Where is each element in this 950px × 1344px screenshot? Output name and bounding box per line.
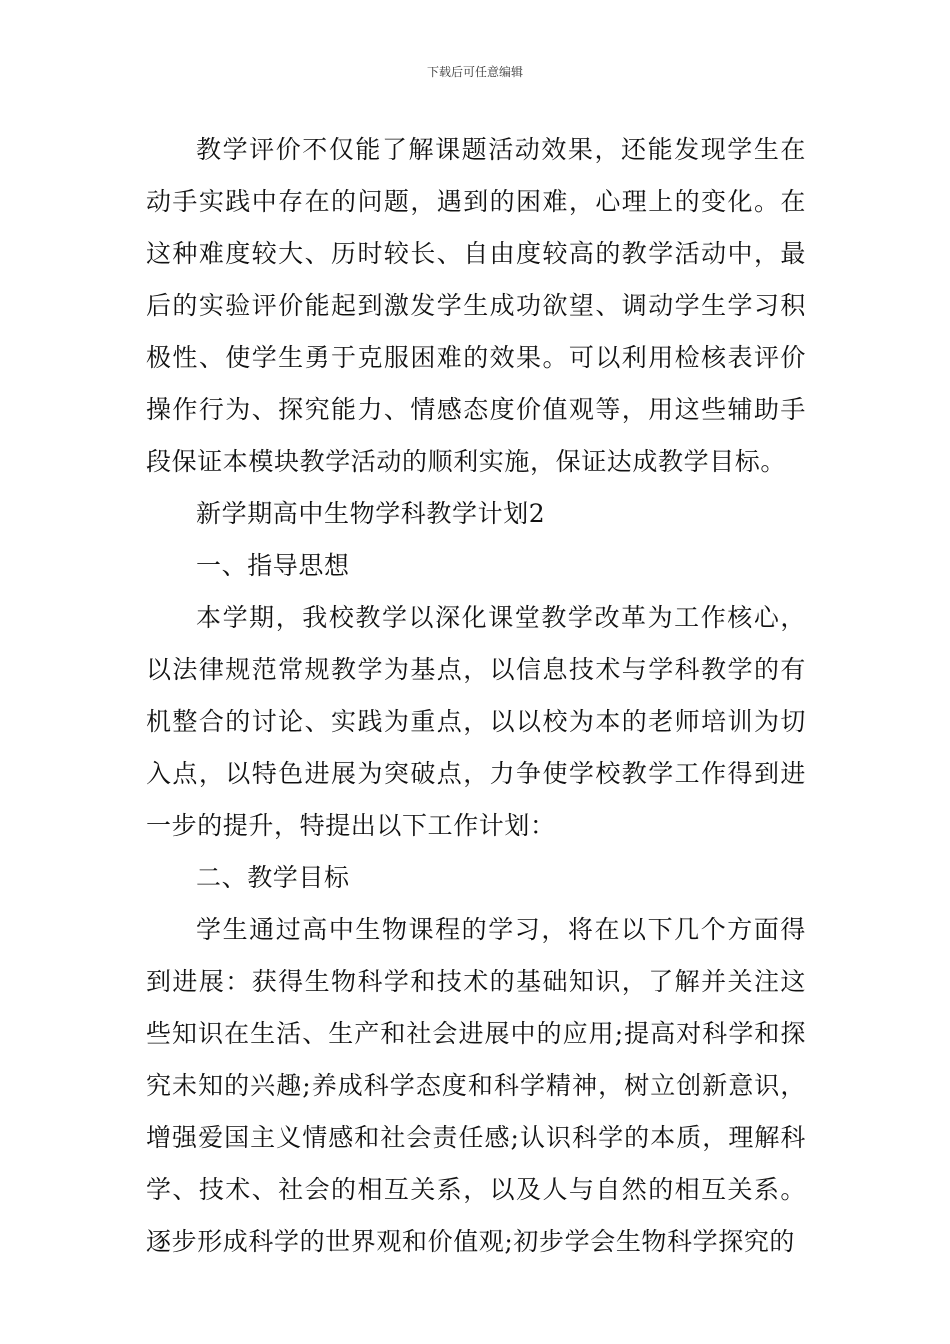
- document-body: [146, 124, 806, 1268]
- paragraph-teaching-goals: 学生通过高中生物课程的学习，将在以下几个方面得到进展：获得生物科学和技术的基础知识，了解并关注这些知识在生活、生产和社会进展中的应用;提高对科学和探究未知的兴趣;养成科学态度和科学精神，树立创新意识，增强爱国主义情感和社会责任感;认识科学的本质，理解科学、技术、社会的相互关系，以及人与自然的相互关系。逐步形成科学的世界观和价值观;初步学会生物科学探究的: [146, 915, 806, 1256]
- paragraph-teaching-evaluation: 教学评价不仅能了解课题活动效果，还能发现学生在动手实践中存在的问题，遇到的困难，心理上的变化。在这种难度较大、历时较长、自由度较高的教学活动中，最后的实验评价能起到激发学生成功欲望、调动学生学习积极性、使学生勇于克服困难的效果。可以利用检核表评价操作行为、探究能力、情感态度价值观等，用这些辅助手段保证本模块教学活动的顺利实施，保证达成教学目标。: [146, 135, 806, 476]
- paragraph-guiding-thought: 本学期，我校教学以深化课堂教学改革为工作核心，以法律规范常规教学为基点，以信息技术与学科教学的有机整合的讨论、实践为重点，以以校为本的老师培训为切入点，以特色进展为突破点，力争使学校教学工作得到进一步的提升，特提出以下工作计划：: [146, 603, 806, 840]
- page-header: 下载后可任意编辑: [426, 65, 523, 79]
- heading-teaching-goals: 二、教学目标: [196, 863, 350, 892]
- section-title-plan-2: 新学期高中生物学科教学计划2: [196, 499, 546, 528]
- heading-guiding-thought: 一、指导思想: [196, 551, 350, 580]
